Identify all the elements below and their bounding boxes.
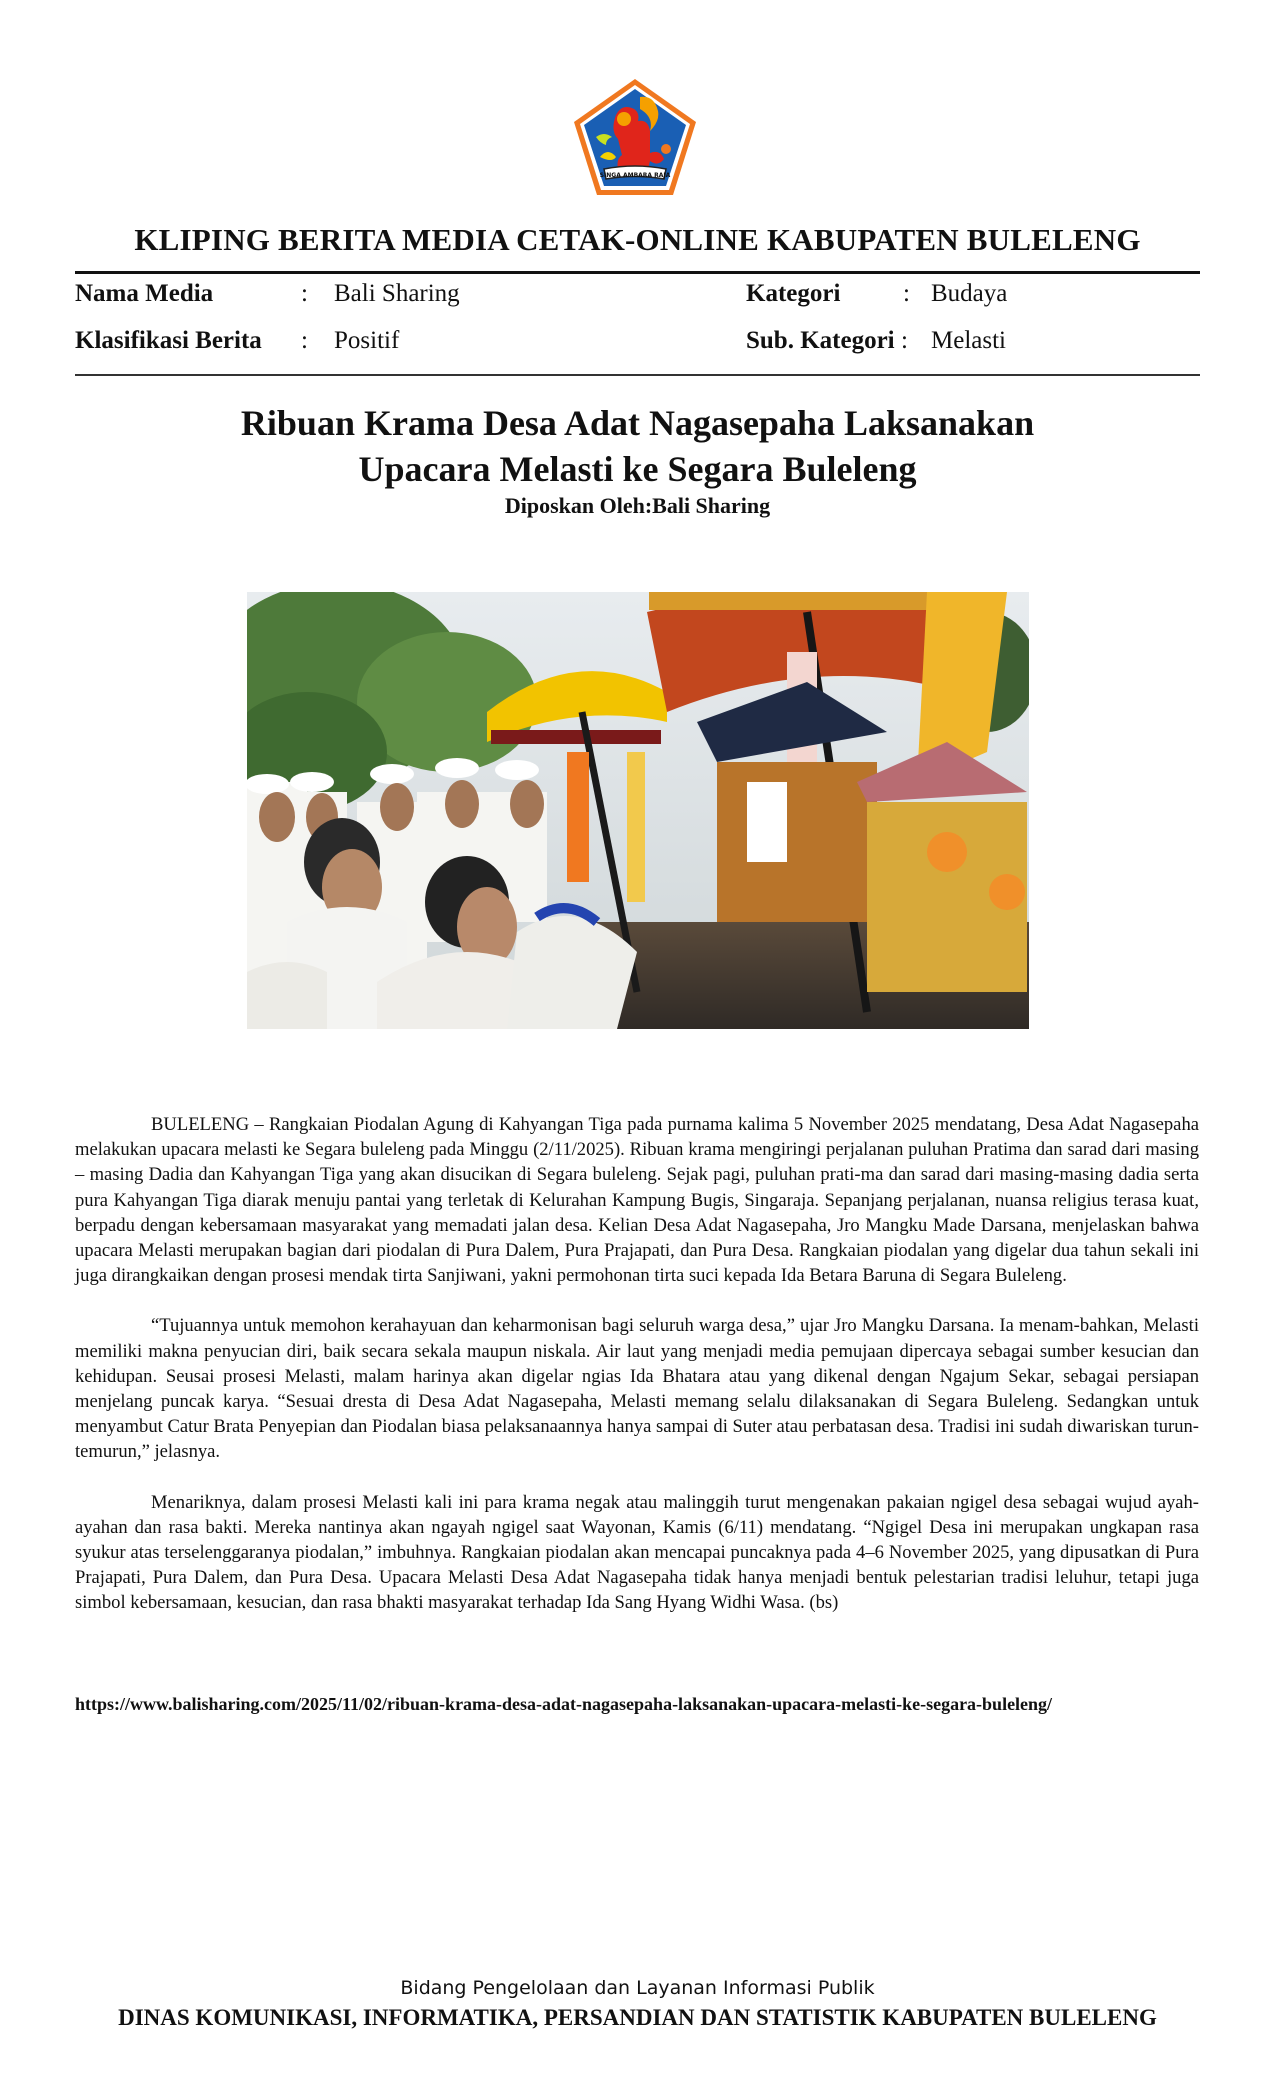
article-paragraph-3: Menariknya, dalam prosesi Melasti kali ini para krama negak atau malinggih turut mengenakan pakaian ngigel desa sebagai wujud ayah-ayahan dan rasa bakti. Mereka nantinya akan ngayah ngigel saat Wayonan, Kamis (6/11) mendatang. “Ngigel Desa ini merupakan ungkapan rasa syukur atas terselenggaranya piodalan,” imbuhnya. Rangkaian piodalan akan mencapai puncaknya pada 4–6 November 2025, yang dipusatkan di Pura Prajapati, Pura Dalem, dan Pura Desa. Upacara Melasti Desa Adat Nagasepaha tidak hanya menjadi bentuk pelestarian tradisi leluhur, tetapi juga simbol kebersamaan, kesucian, dan rasa bhakti masyarakat terhadap Ida Sang Hyang Widhi Wasa. (bs) bbox=[75, 1491, 1199, 1614]
footer-division: Bidang Pengelolaan dan Layanan Informasi Publik bbox=[400, 1977, 875, 1999]
header-divider-bottom bbox=[75, 374, 1200, 376]
media-colon: : bbox=[301, 280, 308, 307]
media-value: Bali Sharing bbox=[334, 280, 460, 307]
meta-row-klasifikasi bbox=[0, 327, 1275, 361]
melasti-ceremony-photo bbox=[247, 592, 1029, 1029]
headline-line-2: Upacara Melasti ke Segara Buleleng bbox=[358, 449, 917, 489]
kategori-label: Kategori bbox=[746, 280, 841, 307]
article-paragraph-1: BULELENG – Rangkaian Piodalan Agung di Kahyangan Tiga pada purnama kalima 5 November 2025 mendatang, Desa Adat Nagasepaha melakukan upacara melasti ke Segara buleleng pada Minggu (2/11/2025). Ribuan krama mengiringi perjalanan puluhan Pratima dan sarad dari masing – masing Dadia dan Kahyangan Tiga yang akan disucikan di Segara buleleng. Sejak pagi, puluhan prati-ma dan sarad dari masing-masing dadia serta pura Kahyangan Tiga diarak menuju pantai yang terletak di Kelurahan Kampung Bugis, Singaraja. Sepanjang perjalanan, nuansa religius terasa kuat, berpadu dengan kebersamaan masyarakat yang memadati jalan desa. Kelian Desa Adat Nagasepaha, Jro Mangku Made Darsana, menjelaskan bahwa upacara Melasti merupakan bagian dari piodalan di Pura Dalem, Pura Prajapati, dan Pura Desa. Rangkaian piodalan yang digelar dua tahun sekali ini juga dirangkaikan dengan prosesi mendak tirta Sanjiwani, yakni permohonan tirta suci kepada Ida Betara Baruna di Segara Buleleng. bbox=[75, 1114, 1199, 1287]
article-body bbox=[75, 1112, 1199, 1641]
article-byline: Diposkan Oleh:Bali Sharing bbox=[504, 493, 771, 518]
klasifikasi-value: Positif bbox=[334, 327, 400, 354]
kategori-value: Budaya bbox=[931, 280, 1008, 307]
emblem-motto: SINGA AMBARA RAJA bbox=[599, 172, 671, 179]
headline-line-1: Ribuan Krama Desa Adat Nagasepaha Laksanakan bbox=[240, 403, 1035, 443]
sub-kategori-value: Melasti bbox=[931, 327, 1006, 354]
sub-kategori-label: Sub. Kategori bbox=[746, 327, 895, 354]
source-url-link[interactable]: https://www.balisharing.com/2025/11/02/ribuan-krama-desa-adat-nagasepaha-laksanakan-upacara-melasti-ke-segara-buleleng/ bbox=[75, 1694, 1053, 1714]
sub-kategori-colon: : bbox=[901, 327, 908, 354]
document-title: KLIPING BERITA MEDIA CETAK-ONLINE KABUPATEN BULELENG bbox=[134, 222, 1141, 257]
article-headline bbox=[0, 400, 1275, 492]
article-paragraph-2: “Tujuannya untuk memohon kerahayuan dan keharmonisan bagi seluruh warga desa,” ujar Jro Mangku Darsana. Ia menam-bahkan, Melasti memiliki makna penyucian diri, baik secara sekala maupun niskala. Air laut yang menjadi media pemujaan dipercaya sebagai sumber kesucian dan kehidupan. Seusai prosesi Melasti, malam harinya akan digelar ngias Ida Bhatara atau yang dikenal dengan Ngajum Sekar, sebagai persiapan menjelang puncak karya. “Sesuai dresta di Desa Adat Nagasepaha, Melasti memang selalu dilaksanakan di Segara Buleleng. Sedangkan untuk menyambut Catur Brata Penyepian dan Piodalan biasa pelaksanaannya hanya sampai di Suter atau perbatasan desa. Tradisi ini sudah diwariskan turun-temurun,” jelasnya. bbox=[75, 1315, 1199, 1463]
media-label: Nama Media bbox=[75, 280, 214, 307]
kabupaten-buleleng-emblem bbox=[568, 75, 702, 201]
header-divider-top bbox=[75, 271, 1200, 274]
meta-row-media bbox=[0, 280, 1275, 314]
footer-agency: DINAS KOMUNIKASI, INFORMATIKA, PERSANDIAN DAN STATISTIK KABUPATEN BULELENG bbox=[118, 2005, 1157, 2030]
klasifikasi-colon: : bbox=[301, 327, 308, 354]
kategori-colon: : bbox=[903, 280, 910, 307]
klasifikasi-label: Klasifikasi Berita bbox=[75, 327, 262, 354]
